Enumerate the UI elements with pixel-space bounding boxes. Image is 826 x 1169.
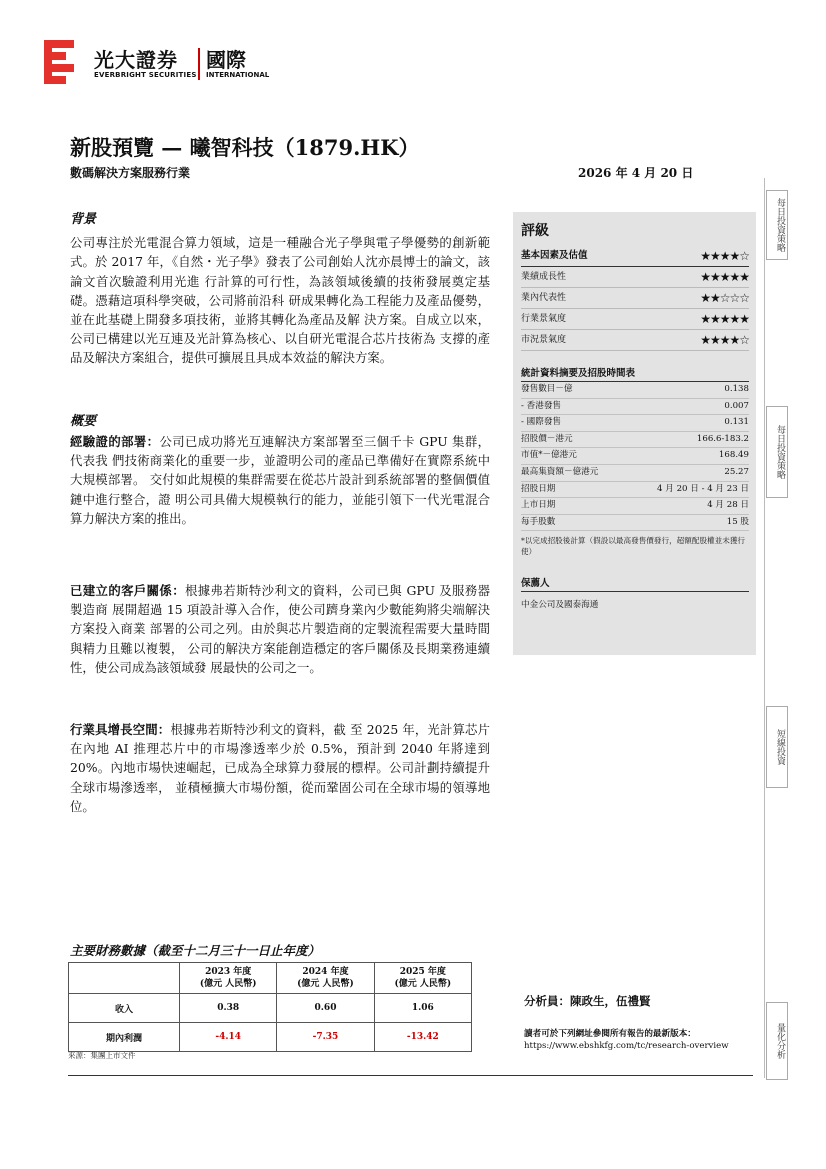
stat-row: [521, 515, 749, 532]
table-row: [69, 1023, 472, 1052]
brand-name-cn-2: 國際: [206, 48, 246, 72]
rating-row: [521, 267, 749, 288]
stat-row: [521, 482, 749, 499]
paragraph-3-text: 根據弗若斯特沙利文的資料，截 至 2025 年，光計算芯片在內地 AI 推理芯片中的市場滲透率少於 0.5%，預計到 2040 年將達到 20%。內地市場快速崛起，已成為全球算力發展的標桿。公司計劃持續提升全球市場滲透率， 並積極擴大市場份額，從而鞏固公司在全球市場的領導地位。: [70, 722, 490, 814]
paragraph-2-text: 根據弗若斯特沙利文的資料，公司已與 GPU 及服務器製造商 展開超過 15 項設計導入合作，使公司躋身業內少數能夠將尖端解決方案投入商業 部署的公司之列。由於與芯片製造商的定製流程需要大量時間與精力且難以複製， 公司的解決方案能創造穩定的客戶關係及長期業務連續性，使公司成為該領域發 展最快的公司之一。: [70, 583, 490, 675]
background-text: 公司專注於光電混合算力領域，這是一種融合光子學與電子學優勢的創新範式。於 2017 年，《自然・光子學》發表了公司創始人沈亦晨博士的論文，該論文首次驗證利用光進 行計算的可行性，為該領域後續的技術發展奠定基礎。憑藉這項科學突破，公司將前沿科 研成果轉化為工程能力及產品優勢，並在此基礎上開發多項技術，並將其轉化為產品及解 決方案。自成立以來，公司已構建以光互連及光計算為核心、以自研光電混合芯片技術為 支撐的產品及解決方案組合，提供可擴展且具成本效益的解決方案。: [70, 235, 490, 366]
table-row: [69, 994, 472, 1023]
side-navigation: [762, 178, 786, 1078]
stat-value: 0.138: [724, 384, 749, 394]
stat-label: 市值*－億港元: [521, 450, 577, 461]
everbright-logo-icon: [44, 40, 74, 84]
financials-title: 主要財務數據（截至十二月三十一日止年度）: [70, 943, 321, 958]
profit-2025: -13.42: [374, 1023, 471, 1052]
table-header-2023: 2023 年度 (億元 人民幣): [180, 963, 277, 994]
overview-paragraph-1: [70, 432, 490, 528]
rating-row: [521, 246, 749, 267]
revenue-2024: 0.60: [277, 994, 374, 1023]
sidebar-tab-daily-strategy[interactable]: 每日投資策略: [766, 190, 788, 260]
analyst-names: 分析員：陳政生，伍禮賢: [524, 994, 651, 1008]
sidebar-line: [764, 178, 765, 1078]
stat-value: 15 股: [726, 516, 749, 527]
table-header-blank: [69, 963, 180, 994]
stats-heading: 統計資料摘要及招股時間表: [521, 365, 749, 382]
profit-2023: -4.14: [180, 1023, 277, 1052]
stat-label: 招股日期: [521, 483, 556, 494]
rating-label: 基本因素及估值: [521, 250, 588, 261]
rating-label: 市況景氣度: [521, 335, 567, 345]
stat-label: 上市日期: [521, 500, 556, 511]
ratings-list: [521, 246, 749, 351]
row-label-profit: 期內利潤: [69, 1023, 180, 1052]
rating-label: 業績成長性: [521, 272, 567, 282]
brand-name-en-2: INTERNATIONAL: [206, 71, 270, 79]
summary-panel: [513, 212, 756, 655]
stat-label: - 香港發售: [521, 400, 562, 411]
overview-paragraph-2: [70, 581, 490, 677]
rating-stars-icon: ★★★★☆: [700, 333, 749, 347]
paragraph-2-label: 已建立的客戶關係：: [70, 583, 185, 598]
rating-heading: 評級: [521, 223, 549, 239]
rating-label: 業內代表性: [521, 293, 567, 303]
sponsor-value: 中金公司及國泰海通: [521, 600, 599, 611]
stat-value: 168.49: [718, 450, 749, 461]
sidebar-tab-daily-strategy-2[interactable]: 每日投資策略: [766, 406, 788, 498]
stat-row: [521, 498, 749, 515]
stat-value: 25.27: [724, 466, 749, 477]
footer-divider: [68, 1075, 753, 1076]
brand-name-en: EVERBRIGHT SECURITIES: [94, 71, 197, 79]
table-header-row: [69, 963, 472, 994]
report-date: 2026 年 4 月 20 日: [578, 166, 694, 180]
rating-stars-icon: ★★★★★: [700, 312, 749, 326]
paragraph-1-label: 經驗證的部署：: [70, 434, 160, 449]
stats-note: *以完成招股後計算（假設以最高發售價發行，超額配股權並未獲行使）: [521, 536, 746, 557]
report-subtitle: 數碼解決方案服務行業: [70, 166, 191, 180]
stat-row: [521, 432, 749, 449]
rating-row: [521, 309, 749, 330]
revenue-2023: 0.38: [180, 994, 277, 1023]
rating-label: 行業景氣度: [521, 314, 567, 324]
table-header-2025: 2025 年度 (億元 人民幣): [374, 963, 471, 994]
logo-divider: [198, 48, 200, 80]
financials-source: 來源：集團上市文件: [68, 1051, 136, 1060]
rating-stars-icon: ★★☆☆☆: [700, 291, 749, 305]
profit-2024: -7.35: [277, 1023, 374, 1052]
stat-label: 每手股數: [521, 516, 556, 527]
financials-table: [68, 962, 472, 1052]
stat-row: [521, 465, 749, 482]
rating-stars-icon: ★★★★☆: [700, 249, 749, 263]
stat-label: 招股價－港元: [521, 433, 573, 444]
stat-row: [521, 415, 749, 432]
sidebar-tab-short-term[interactable]: 短線投資: [766, 706, 788, 788]
stat-label: 最高集資額－億港元: [521, 466, 599, 477]
row-label-revenue: 收入: [69, 994, 180, 1023]
paragraph-1-text: 公司已成功將光互連解決方案部署至三個千卡 GPU 集群，代表我 們技術商業化的重要一步，並證明公司的產品已準備好在實際系統中大規模部署。 交付如此規模的集群需要在從芯片設計到系統部署的整個價值鏈中進行整合，證 明公司具備大規模執行的能力，並能引領下一代光電混合算力解決方案的推出。: [70, 434, 491, 526]
stats-list: [521, 382, 749, 531]
sponsor-heading: 保薦人: [521, 575, 749, 592]
background-section: [70, 210, 490, 368]
sidebar-tab-quant[interactable]: 量化分析: [766, 1002, 788, 1080]
rating-stars-icon: ★★★★★: [700, 270, 749, 284]
stat-row: [521, 448, 749, 465]
stat-label: - 國際發售: [521, 417, 562, 428]
rating-row: [521, 330, 749, 351]
stat-row: [521, 399, 749, 416]
report-title: 新股預覽 — 曦智科技（1879.HK）: [70, 135, 420, 160]
overview-heading: 概要: [70, 414, 97, 429]
brand-name-cn: 光大證券: [94, 48, 178, 72]
overview-section: [70, 412, 490, 431]
stat-value: 0.131: [724, 417, 749, 428]
paragraph-3-label: 行業具增長空間：: [70, 722, 171, 737]
stat-value: 4 月 28 日: [707, 500, 749, 511]
table-header-2024: 2024 年度 (億元 人民幣): [277, 963, 374, 994]
revenue-2025: 1.06: [374, 994, 471, 1023]
research-url-link[interactable]: https://www.ebshkfg.com/tc/research-overview: [524, 1041, 729, 1051]
rating-row: [521, 288, 749, 309]
company-logo: [44, 40, 304, 84]
stat-value: 0.007: [724, 400, 749, 411]
readers-note: 讀者可於下列網址參閱所有報告的最新版本：: [524, 1029, 696, 1039]
overview-paragraph-3: [70, 720, 490, 816]
stat-row: [521, 382, 749, 399]
stat-value: 166.6-183.2: [696, 433, 749, 444]
stat-value: 4 月 20 日 - 4 月 23 日: [657, 483, 749, 494]
stat-label: 發售數目－億: [521, 384, 573, 394]
background-heading: 背景: [70, 212, 97, 227]
